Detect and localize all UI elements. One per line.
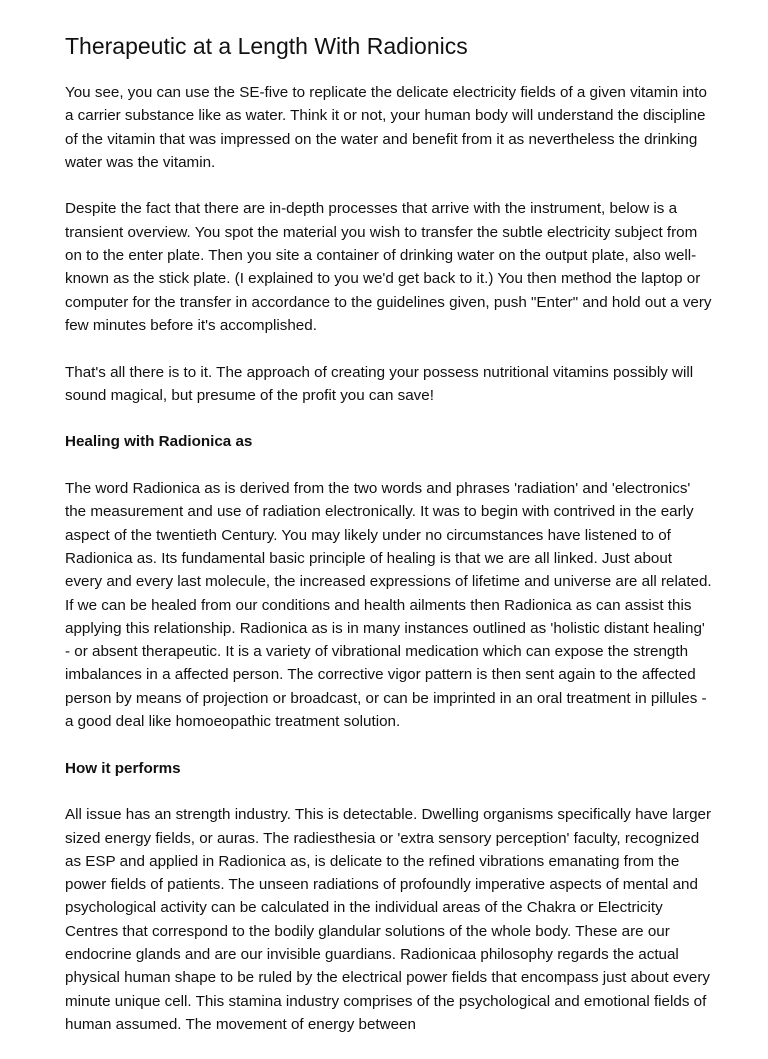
paragraph: That's all there is to it. The approach of creating your possess nutritional vitamins possibly will sound magical, but presume of the profit you can save! — [65, 363, 694, 404]
section-heading: Healing with Radionica as — [65, 433, 253, 451]
paragraph: The word Radionica as is derived from the two words and phrases 'radiation' and 'electronics' the measurement and use of radiation electronically. It was to begin with contrived in the early aspect of the twentieth Century. You may likely under no circumstances have listened to of Radionica as. Its fundamental basic principle of healing is that we are all linked. Just about every and every last molecule, the increased expressions of lifetime and universe are all related. If we can be healed from our conditions and health ailments then Radionica as can assist this applying this relationship. Radionica as is in many instances outlined as 'holistic distant healing' - or absent therapeutic. It is a variety of vibrational medication which can expose the strength imbalances in a affected person. The corrective vigor pattern is then sent again to the affected person by means of projection or broadcast, or can be imprinted in an oral treatment in pillules - a good deal like homoeopathic treatment solution. — [65, 480, 712, 731]
paragraph: All issue has an strength industry. This is detectable. Dwelling organisms specifically have larger sized energy fields, or auras. The radiesthesia or 'extra sensory perception' faculty, recognized as ESP and applied in Radionica as, is delicate to the refined vibrations emanating from the power fields of patients. The unseen radiations of profoundly imperative aspects of mental and psychological activity can be calculated in the individual areas of the Chakra or Electricity Centres that correspond to the bodily glandular solutions of the whole body. These are our endocrine glands and are our invisible guardians. Radionicaa philosophy regards the actual physical human shape to be ruled by the electrical power fields that encompass just about every minute unique cell. This stamina industry comprises of the psychological and emotional fields of human assumed. The movement of energy between — [65, 806, 712, 1033]
document-title: Therapeutic at a Length With Radionics — [65, 33, 468, 59]
section-heading: How it performs — [65, 759, 181, 777]
paragraph: Despite the fact that there are in-depth processes that arrive with the instrument, below is a transient overview. You spot the material you wish to transfer the subtle electricity subject from on to the enter plate. Then you site a container of drinking water on the output plate, also well-known as the stick plate. (I explained to you we'd get back to it.) You then method the laptop or computer for the transfer in accordance to the guidelines given, push "Enter" and hold out a very few minutes before it's accomplished. — [65, 200, 712, 334]
document-page — [65, 30, 713, 1059]
paragraph: You see, you can use the SE-five to replicate the delicate electricity fields of a given vitamin into a carrier substance like as water. Think it or not, your human body will understand the discipline of the vitamin that was impressed on the water and benefit from it as nevertheless the drinking water was the vitamin. — [65, 84, 707, 171]
